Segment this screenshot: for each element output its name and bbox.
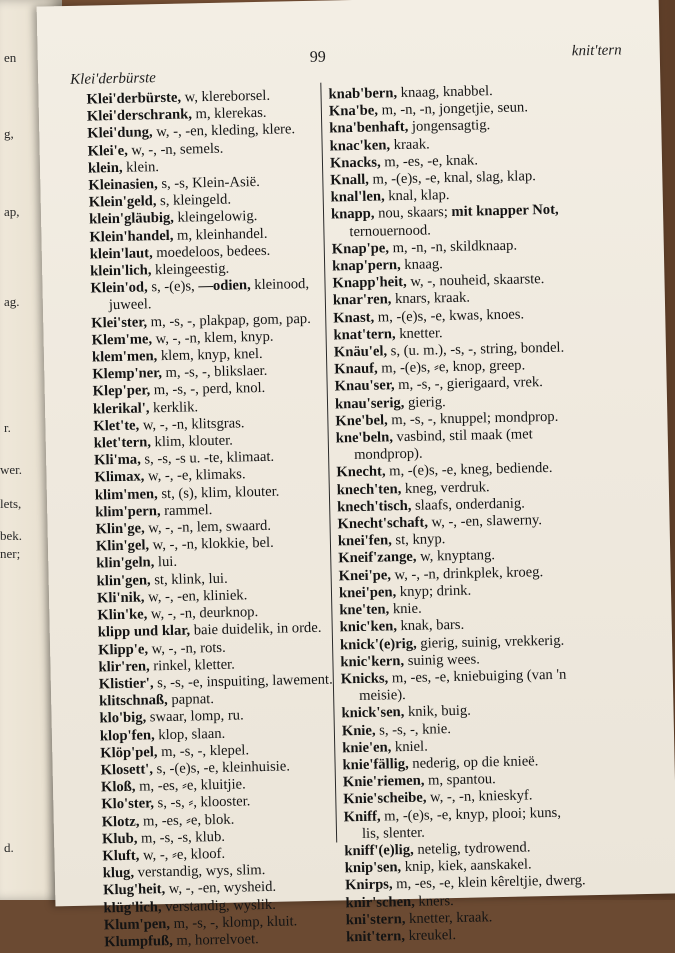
- entry-definition: kniel.: [391, 738, 428, 756]
- entry-headword: Klep'per,: [92, 382, 151, 400]
- entry-definition: lis, slenter.: [361, 824, 426, 842]
- entry-headword: knapp,: [330, 206, 375, 223]
- entry-definition: m, -es, -e, knak.: [380, 152, 479, 171]
- entry-headword: kna'benhaft,: [329, 119, 409, 137]
- entry-definition: s, -(e)s, -e, kleinhuisie.: [152, 758, 291, 778]
- entry-headword: kniff'(e)lig,: [344, 841, 414, 860]
- entry-definition: m, -(e)s, ⸗e, knop, greep.: [377, 357, 526, 377]
- entry-definition: kneg, verdruk.: [401, 478, 490, 497]
- entry-headword: Klin'ge,: [95, 520, 145, 538]
- entry-headword: Kli'ma,: [94, 451, 141, 469]
- entry-headword: Knapp'heit,: [332, 274, 407, 292]
- entry-definition: s, -(e)s,: [147, 278, 199, 296]
- entry-headword: knap'pern,: [331, 257, 401, 275]
- entry-headword: klim'men,: [94, 485, 158, 504]
- entry-headword: kne'ten,: [339, 601, 390, 619]
- entry-headword: Knicks,: [340, 670, 389, 688]
- entry-headword: Klo'ster,: [101, 795, 155, 813]
- entry-definition: w, -, -n, rots.: [147, 639, 226, 657]
- entry-headword: Kleinasien,: [88, 176, 158, 194]
- page-number: 99: [309, 48, 326, 66]
- entry-headword: Klei'dung,: [87, 124, 153, 142]
- entry-definition: s, -s, ⸗, klooster.: [153, 793, 251, 812]
- entry-headword: Knie'scheibe,: [343, 789, 427, 808]
- entry-headword: klerikal',: [92, 399, 150, 418]
- entry-definition: w, -, -n, deurknop.: [147, 604, 259, 623]
- entry-definition: meisie).: [358, 687, 406, 705]
- entry-definition: m, -s, -, plakpap, gom, pap.: [146, 310, 311, 331]
- entry-headword: knal'len,: [330, 188, 385, 206]
- entry-headword: Kniff,: [343, 808, 381, 825]
- entry-definition: m, -(e)s, -e, knal, slag, klap.: [368, 168, 536, 188]
- entry-headword: Klin'gel,: [95, 537, 150, 555]
- entry-definition: st, klink, lui.: [150, 570, 228, 589]
- entry-definition: m, -(e)s, -e, knyp, plooi; kuns,: [380, 804, 562, 825]
- entry-definition: kraak.: [389, 136, 430, 153]
- entry-definition: m, spantou.: [424, 771, 496, 789]
- entry-headword: Klein'geld,: [88, 193, 157, 211]
- entry-definition: w, -, -n, klokkie, bel.: [148, 535, 274, 554]
- entry-headword: klim'pern,: [95, 503, 161, 521]
- entry-definition: kleinood,: [250, 276, 310, 294]
- entry-headword: knie'fällig,: [342, 755, 409, 774]
- entry-definition: nederig, op die knieë.: [408, 753, 539, 772]
- entry-headword: klo'big,: [99, 709, 147, 727]
- entry-definition: s, -s, -, knie.: [375, 720, 452, 739]
- facing-page-text-fragment: lets,: [0, 496, 22, 511]
- entry-headword: kne'beln,: [335, 429, 394, 447]
- entry-definition: w, -, -n, knieskyf.: [426, 787, 533, 806]
- entry-headword: klem'men,: [91, 348, 158, 366]
- entry-definition: m, -es, ⸗e, blok.: [139, 811, 235, 830]
- entry-headword: Klei'derbürste,: [86, 89, 182, 108]
- entry-headword: Knast,: [333, 309, 375, 327]
- entry-definition: lui.: [154, 554, 178, 571]
- entry-headword: Knäu'el,: [333, 343, 388, 361]
- entry-definition: m, -es, -e, klein kêreltjie, dwerg.: [392, 872, 586, 893]
- entry-headword: knab'bern,: [328, 85, 398, 103]
- entry-headword: Klein'handel,: [89, 227, 174, 246]
- entry-headword: Klei'e,: [87, 142, 128, 160]
- entry-definition: s, -s, -s u. -te, klimaat.: [140, 449, 275, 468]
- entry-headword: klug,: [102, 864, 135, 882]
- entry-definition: klop, slaan.: [154, 725, 226, 743]
- entry-headword: Knap'pe,: [331, 240, 390, 258]
- entry-headword: Knecht,: [336, 463, 386, 481]
- entry-headword: Klin'ke,: [97, 606, 148, 624]
- entry-definition: m, -n, -n, skildknaap.: [388, 237, 518, 257]
- entry-headword: knar'ren,: [332, 291, 392, 309]
- entry-headword: Knei'pe,: [338, 567, 392, 585]
- entry-headword: klitschnaß,: [99, 692, 168, 710]
- entry-headword: Knacks,: [329, 154, 381, 172]
- entry-headword: Klem'me,: [91, 331, 153, 349]
- facing-page-text-fragment: ap,: [4, 204, 20, 219]
- entry-definition: m, klerekas.: [191, 105, 267, 123]
- entry-definition: klem, knyp, knel.: [157, 346, 263, 365]
- entry-definition: w, -, -en, slawerny.: [427, 512, 543, 531]
- entry-headword: Klum'pen,: [103, 915, 171, 934]
- entry-definition: gierig.: [404, 393, 446, 411]
- entry-headword: knie'en,: [342, 739, 392, 757]
- entry-headword: klop'fen,: [99, 726, 155, 744]
- entry-definition: slaafs, onderdanig.: [411, 495, 526, 514]
- entry-definition: st, (s), klim, klouter.: [157, 483, 280, 502]
- entry-definition: knie.: [389, 600, 422, 618]
- entry-definition: papnat.: [167, 691, 215, 709]
- entry-definition: w, -, -n, semels.: [127, 140, 224, 159]
- entry-definition: m, -(e)s, -e, kwas, knoes.: [374, 306, 525, 326]
- entry-definition: s, kleingeld.: [156, 191, 232, 210]
- entry-headword: Klosett',: [100, 761, 154, 779]
- entry-headword: knick'(e)rig,: [339, 635, 417, 653]
- entry-headword: Klub,: [101, 830, 138, 848]
- entry-headword: klet'tern,: [93, 434, 152, 452]
- entry-headword: Knirps,: [344, 876, 393, 894]
- entry-headword: Klein'od,: [90, 279, 148, 297]
- entry-definition: swaar, lomp, ru.: [146, 707, 244, 726]
- entry-definition: moedeloos, bedees.: [152, 242, 271, 262]
- entry-phrase: —odien,: [198, 277, 251, 295]
- entry-headword: knic'ken,: [339, 618, 398, 636]
- entry-headword: Klei'derschrank,: [86, 106, 193, 125]
- facing-page-text-fragment: wer.: [0, 462, 23, 477]
- entry-headword: Kluft,: [102, 847, 140, 865]
- entry-definition: kleingelowig.: [173, 208, 258, 227]
- entry-definition: m, -(e)s, -e, kneg, bediende.: [385, 460, 553, 480]
- entry-definition: m, -s, -, perd, knol.: [149, 380, 266, 399]
- entry-headword: Knauf,: [334, 360, 378, 378]
- facing-page-text-fragment: g,: [4, 126, 14, 141]
- entry-headword: Klöp'pel,: [100, 743, 158, 762]
- entry-definition: baie duidelik, in orde.: [189, 620, 322, 639]
- entry-headword: Klumpfuß,: [104, 932, 173, 951]
- entry-definition: m, -s, -, gierigaard, vrek.: [394, 374, 544, 394]
- entry-definition: m, -es, ⸗e, kluitjie.: [135, 776, 246, 795]
- entry-headword: Kneif'zange,: [338, 549, 417, 567]
- entry-definition: klein.: [122, 158, 160, 176]
- entry-definition: w, -, nouheid, skaarste.: [406, 271, 545, 291]
- entry-headword: Knie,: [341, 722, 376, 739]
- entry-headword: Klemp'ner,: [92, 365, 163, 383]
- entry-definition: knetter, kraak.: [405, 909, 493, 927]
- entry-definition: mondprop).: [353, 445, 423, 464]
- facing-page-text-fragment: r.: [4, 420, 11, 435]
- entry-definition: m, -s, -, knuppel; mondprop.: [387, 408, 559, 429]
- entry-headword: Knau'ser,: [334, 377, 395, 395]
- entry-definition: ternouernood.: [349, 222, 432, 240]
- facing-page-text-fragment: en: [4, 50, 17, 65]
- entry-headword: klin'geln,: [96, 554, 155, 572]
- entry-headword: klein,: [87, 159, 123, 177]
- entry-definition: w, -, -e, klimaks.: [144, 466, 246, 485]
- entry-headword: Kli'nik,: [96, 589, 145, 607]
- entry-headword: knau'serig,: [334, 394, 405, 413]
- entry-definition: verstandig, wys, slim.: [133, 862, 266, 881]
- entry-definition: knyp; drink.: [396, 582, 472, 601]
- dictionary-page: [37, 0, 675, 951]
- entry-definition: w, -, ⸗e, kloof.: [139, 845, 226, 864]
- running-header-first-entry: Klei'derbürste: [70, 70, 157, 88]
- facing-page-text-fragment: bek.: [0, 528, 23, 543]
- entry-headword: Klug'heit,: [103, 881, 166, 899]
- entry-headword: Klotz,: [101, 813, 140, 830]
- entry-definition: knik, buig.: [404, 702, 472, 721]
- entry-headword: knic'kern,: [340, 652, 405, 671]
- entry-definition: vasbind, stil maak (met: [392, 426, 533, 446]
- entry-headword: knir'schen,: [345, 893, 415, 911]
- running-header-last-entry: knit'tern: [571, 42, 622, 60]
- entry-definition: s, -s, -e, inspuiting, lawement.: [153, 671, 333, 692]
- left-entry-column: [86, 86, 356, 951]
- entry-headword: knac'ken,: [329, 136, 391, 155]
- entry-headword: Knecht'schaft,: [337, 514, 429, 533]
- entry-definition: gierig, suinig, vrekkerig.: [416, 632, 565, 652]
- entry-definition: suinig wees.: [403, 651, 481, 669]
- entry-headword: klein'laut,: [89, 245, 153, 263]
- entry-definition: knaag.: [400, 256, 443, 274]
- facing-page-text-fragment: ner;: [0, 546, 21, 561]
- entry-headword: knech'ten,: [336, 480, 402, 499]
- entry-definition: nou, skaars;: [374, 204, 452, 223]
- entry-definition: knal, klap.: [384, 187, 450, 205]
- entry-definition: netelig, tydrowend.: [413, 839, 531, 858]
- entry-definition: m, -n, -n, jongetjie, seun.: [377, 99, 529, 119]
- entry-headword: Kne'bel,: [335, 412, 388, 430]
- entry-definition: w, -, -en, kliniek.: [144, 587, 248, 606]
- entry-phrase: mit knapper Not,: [451, 202, 559, 221]
- entry-headword: Klet'te,: [93, 417, 140, 435]
- entry-headword: Klipp'e,: [97, 640, 149, 658]
- entry-headword: klipp und klar,: [97, 622, 191, 641]
- entry-definition: w, klereborsel.: [180, 87, 271, 106]
- entry-definition: m, kleinhandel.: [173, 225, 268, 244]
- entry-definition: kerklik.: [149, 398, 199, 416]
- entry-definition: knak, bars.: [396, 617, 465, 635]
- entry-definition: w, -, -n, lem, swaard.: [144, 517, 272, 537]
- facing-page-text-fragment: d.: [4, 840, 14, 855]
- entry-headword: Kloß,: [100, 778, 136, 796]
- entry-definition: s, (u. m.), -s, -, string, bondel.: [386, 339, 565, 360]
- entry-definition: knaag, knabbel.: [396, 83, 493, 102]
- entry-definition: w, -, -en, kleding, klere.: [152, 121, 296, 141]
- entry-definition: m, -s, -, klomp, kluit.: [169, 913, 298, 932]
- entry-definition: knetter.: [395, 325, 443, 343]
- entry-headword: knech'tisch,: [337, 497, 412, 516]
- entry-definition: kners.: [414, 892, 454, 910]
- entry-definition: m, -s, -, blikslaer.: [161, 363, 268, 382]
- entry-headword: knick'sen,: [341, 704, 405, 722]
- entry-headword: klin'gen,: [96, 572, 151, 590]
- entry-definition: w, -, -en, wysheid.: [165, 879, 277, 898]
- entry-definition: knars, kraak.: [391, 290, 471, 308]
- entry-definition: rammel.: [160, 501, 213, 520]
- entry-headword: kni'stern,: [345, 910, 406, 929]
- entry-headword: knei'pen,: [338, 584, 397, 602]
- entry-headword: Knie'riemen,: [342, 772, 425, 791]
- right-entry-column: [328, 81, 631, 947]
- entry-headword: knei'fen,: [337, 532, 392, 550]
- entry-definition: m, -s, -s, klub.: [137, 828, 226, 847]
- entry-headword: klein'gläubig,: [88, 210, 175, 228]
- entry-definition: klim, klouter.: [150, 432, 233, 451]
- entry-definition: verstandig, wyslik.: [161, 896, 276, 915]
- entry-definition: w, -, -n, drinkplek, kroeg.: [390, 563, 544, 584]
- entry-definition: kreukel.: [404, 926, 457, 945]
- entry-definition: s, -s, Klein-Asië.: [157, 173, 261, 193]
- entry-headword: Klei'ster,: [91, 314, 148, 332]
- facing-page-text-fragment: ag.: [4, 294, 20, 309]
- entry-headword: Klimax,: [94, 468, 145, 486]
- entry-headword: knat'tern,: [333, 326, 396, 344]
- entry-headword: Klistier',: [98, 675, 154, 693]
- entry-definition: knip, kiek, aanskakel.: [400, 856, 532, 876]
- entry-definition: kleingeestig.: [151, 260, 230, 279]
- entry-headword: Knall,: [330, 171, 370, 189]
- entry-headword: knit'tern,: [346, 928, 406, 946]
- entry-definition: w, knyptang.: [416, 547, 496, 566]
- entry-definition: w, -, -n, klem, knyp.: [151, 328, 274, 348]
- entry-headword: klir'ren,: [98, 658, 150, 676]
- entry-definition: w, -, -n, klitsgras.: [139, 415, 245, 434]
- entry-definition: jongensagtig.: [408, 117, 491, 136]
- entry-definition: juweel.: [108, 296, 152, 314]
- entry-definition: m, -es, -e, kniebuiging (van 'n: [388, 666, 567, 687]
- entry-definition: st, knyp.: [391, 531, 446, 549]
- entry-headword: klein'lich,: [90, 262, 152, 280]
- entry-headword: klüg'lich,: [103, 898, 162, 916]
- entry-definition: m, -s, -, klepel.: [157, 742, 250, 760]
- entry-headword: Kna'be,: [328, 102, 379, 120]
- entry-headword: knip'sen,: [344, 859, 402, 877]
- entry-definition: m, horrelvoet.: [172, 931, 259, 949]
- entry-definition: rinkel, kletter.: [149, 656, 235, 675]
